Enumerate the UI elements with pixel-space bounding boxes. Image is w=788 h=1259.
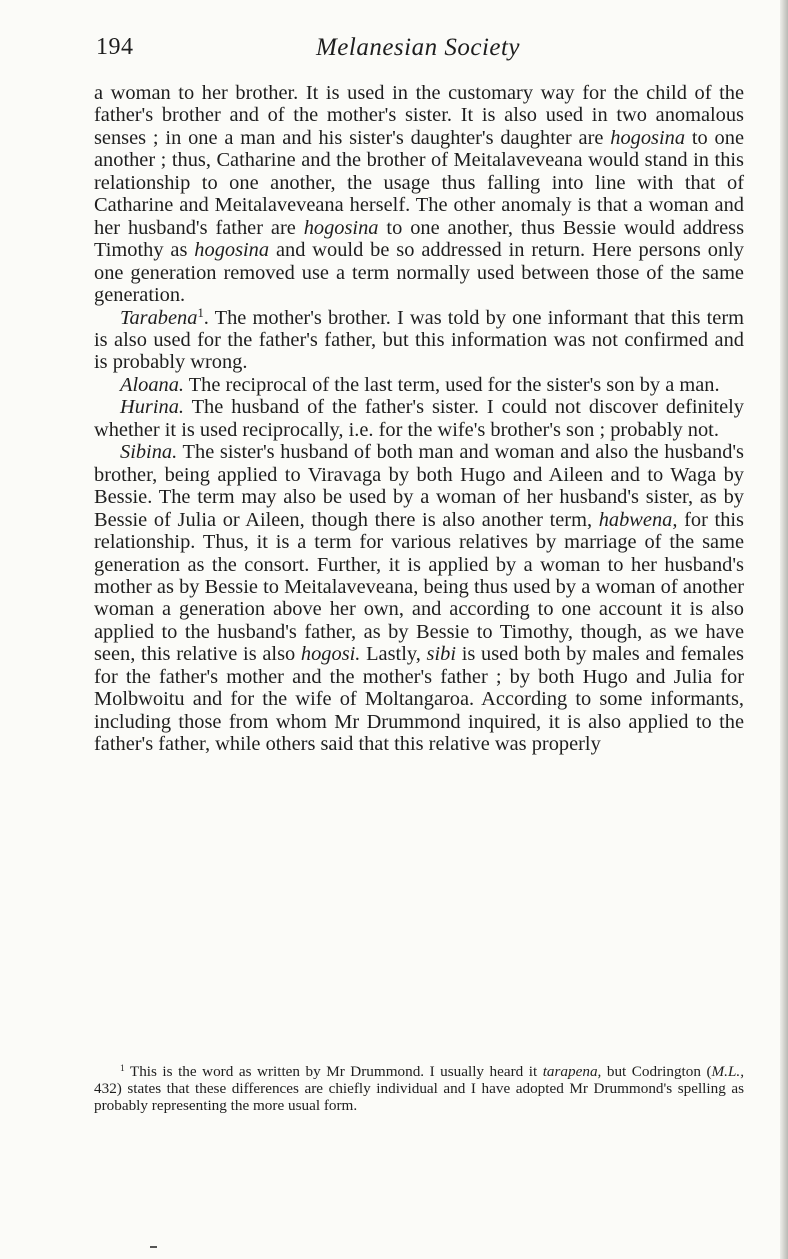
page-header bbox=[92, 34, 744, 68]
paragraph-aloana bbox=[94, 374, 744, 396]
footnote-marker: 1 bbox=[120, 1063, 125, 1074]
text-segment: The reciprocal of the last term, used for the sister's son by a man. bbox=[184, 373, 720, 396]
text-segment: . The mother's brother. I was told by one informant that this term is also used for the father's father, but this information was not confirmed and is probably wrong. bbox=[94, 306, 744, 374]
term-tarabena: Tarabena bbox=[120, 306, 198, 329]
term-hogosi: hogosi. bbox=[300, 643, 361, 666]
footnote bbox=[94, 1063, 744, 1114]
text-segment: and would be so addressed in return. Here persons only one generation removed use a term normally used between those of the same generation. bbox=[94, 239, 744, 307]
text-segment: to one another ; thus, Catharine and the brother of Meitalaveveana would stand in this relationship to one another, the usage thus falling into line with that of Catharine and Meitalaveveana herself. The other anomaly is that a woman and her husband's father are bbox=[94, 126, 744, 239]
text-segment: The husband of the father's sister. I could not discover definitely whether it is used reciprocally, i.e. for the wife's brother's son ; probably not. bbox=[94, 396, 744, 441]
paragraph bbox=[94, 82, 744, 307]
footnote-text: This is the word as written by Mr Drummond. I usually heard it bbox=[124, 1063, 543, 1080]
paragraph-sibina bbox=[94, 441, 744, 755]
text-segment: Lastly, bbox=[360, 643, 427, 666]
term-hogosina: hogosina bbox=[303, 216, 379, 239]
term-tarapena: tarapena, bbox=[542, 1063, 602, 1080]
running-title: Melanesian Society bbox=[315, 34, 521, 61]
print-speck bbox=[150, 1246, 157, 1248]
term-hogosina: hogosina bbox=[610, 126, 686, 149]
paragraph-tarabena bbox=[94, 307, 744, 374]
text-segment: a woman to her brother. It is used in the customary way for the child of the father's brother and of the mother's sister. It is also used in two anomalous senses ; in one a man and his sister's daughter's daughter are bbox=[94, 82, 744, 149]
text-segment: to one another, thus Bessie would address Timothy as bbox=[94, 216, 745, 262]
text-segment: The sister's husband of both man and woman and also the husband's brother, being applied to Viravaga by both Hugo and Aileen and to Waga by Bessie. The term may also be used by a woman of her husband's sister, as by Bessie of Julia or Aileen, though there is also another term, bbox=[94, 441, 744, 531]
citation-ml: M.L. bbox=[711, 1063, 741, 1080]
term-hogosina: hogosina bbox=[194, 239, 270, 262]
footnote-text: , 432) states that these differences are chiefly individual and I have adopted Mr Drummond's spelling as probably representing the more usual form. bbox=[94, 1063, 745, 1114]
term-hurina: Hurina. bbox=[120, 396, 185, 419]
paragraph-hurina bbox=[94, 396, 744, 441]
body-text bbox=[94, 82, 744, 756]
footnote-text: but Codrington ( bbox=[601, 1063, 712, 1080]
page-number: 194 bbox=[96, 34, 134, 60]
term-sibina: Sibina. bbox=[120, 441, 178, 464]
term-habwena: habwena, bbox=[598, 508, 678, 531]
footnote-reference: 1 bbox=[197, 305, 204, 320]
text-segment: for this relationship. Thus, it is a term for various relatives by marriage of the same generation as the consort. Further, it is applied by a woman to her husband's mother as by Bessie to Meitalaveveana, being thus used by a woman of another woman a generation above her own, and according to one account it is also applied to the husband's father, as by Bessie to Timothy, though, as we have seen, this relative is also bbox=[94, 508, 744, 666]
term-aloana: Aloana. bbox=[120, 373, 184, 396]
page-edge-shadow bbox=[780, 0, 788, 1259]
term-sibi: sibi bbox=[426, 643, 457, 666]
text-segment: is used both by males and females for the father's mother and the mother's father ; by both Hugo and Julia for Molbwoitu and for the wife of Moltangaroa. According to some informants, including those from whom Mr Drummond inquired, it is also applied to the father's father, while others said that this relative was properly bbox=[94, 643, 744, 756]
